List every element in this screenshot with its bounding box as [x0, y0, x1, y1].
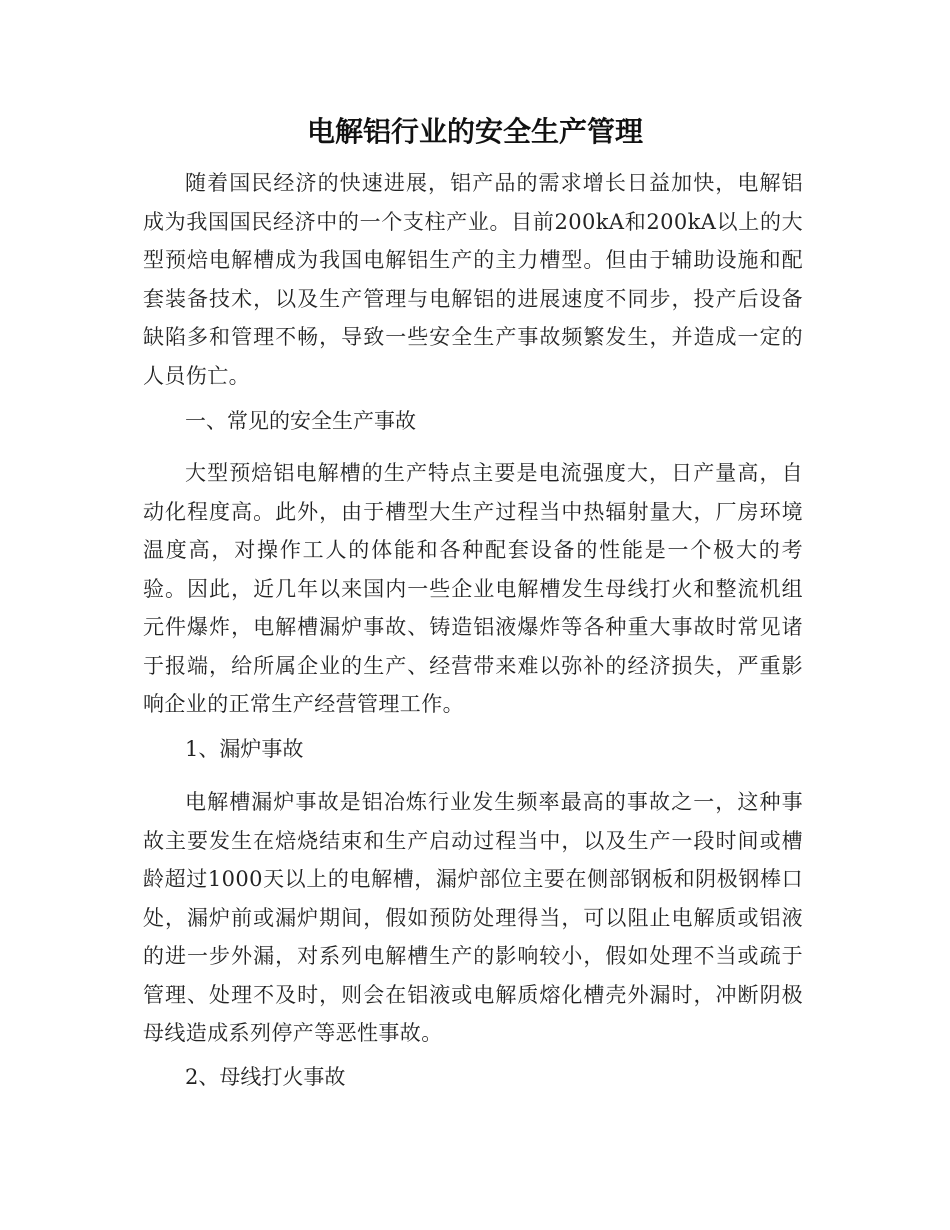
section-heading-common-accidents: 一、常见的安全生产事故 [185, 409, 416, 433]
intro-paragraph: 随着国民经济的快速进展，铝产品的需求增长日益加快，电解铝成为我国国民经济中的一个支柱产业。目前200kA和200kA以上的大型预焙电解槽成为我国电解铝生产的主力槽型。但由于辅助设施和配套装备技术，以及生产管理与电解铝的进展速度不同步，投产后设备缺陷多和管理不畅，导致一些安全生产事故频繁发生，并造成一定的人员伤亡。 [143, 171, 803, 388]
subsection-paragraph-leak: 电解槽漏炉事故是铝冶炼行业发生频率最高的事故之一，这种事故主要发生在焙烧结束和生产启动过程当中，以及生产一段时间或槽龄超过1000天以上的电解槽，漏炉部位主要在侧部钢板和阴极钢棒口处，漏炉前或漏炉期间，假如预防处理得当，可以阻止电解质或铝液的进一步外漏，对系列电解槽生产的影响较小，假如处理不当或疏于管理、处理不及时，则会在铝液或电解质熔化槽壳外漏时，冲断阴极母线造成系列停产等恶性事故。 [143, 790, 803, 1045]
subsection-heading-busbar-arc: 2、母线打火事故 [185, 1065, 346, 1089]
subsection-heading-leak: 1、漏炉事故 [185, 737, 304, 761]
section-paragraph-accidents: 大型预焙铝电解槽的生产特点主要是电流强度大，日产量高，自动化程度高。此外，由于槽型大生产过程当中热辐射量大，厂房环境温度高，对操作工人的体能和各种配套设备的性能是一个极大的考验。因此，近几年以来国内一些企业电解槽发生母线打火和整流机组元件爆炸，电解槽漏炉事故、铸造铝液爆炸等各种重大事故时常见诸于报端，给所属企业的生产、经营带来难以弥补的经济损失，严重影响企业的正常生产经营管理工作。 [143, 461, 803, 716]
document-title: 电解铝行业的安全生产管理 [306, 115, 643, 148]
